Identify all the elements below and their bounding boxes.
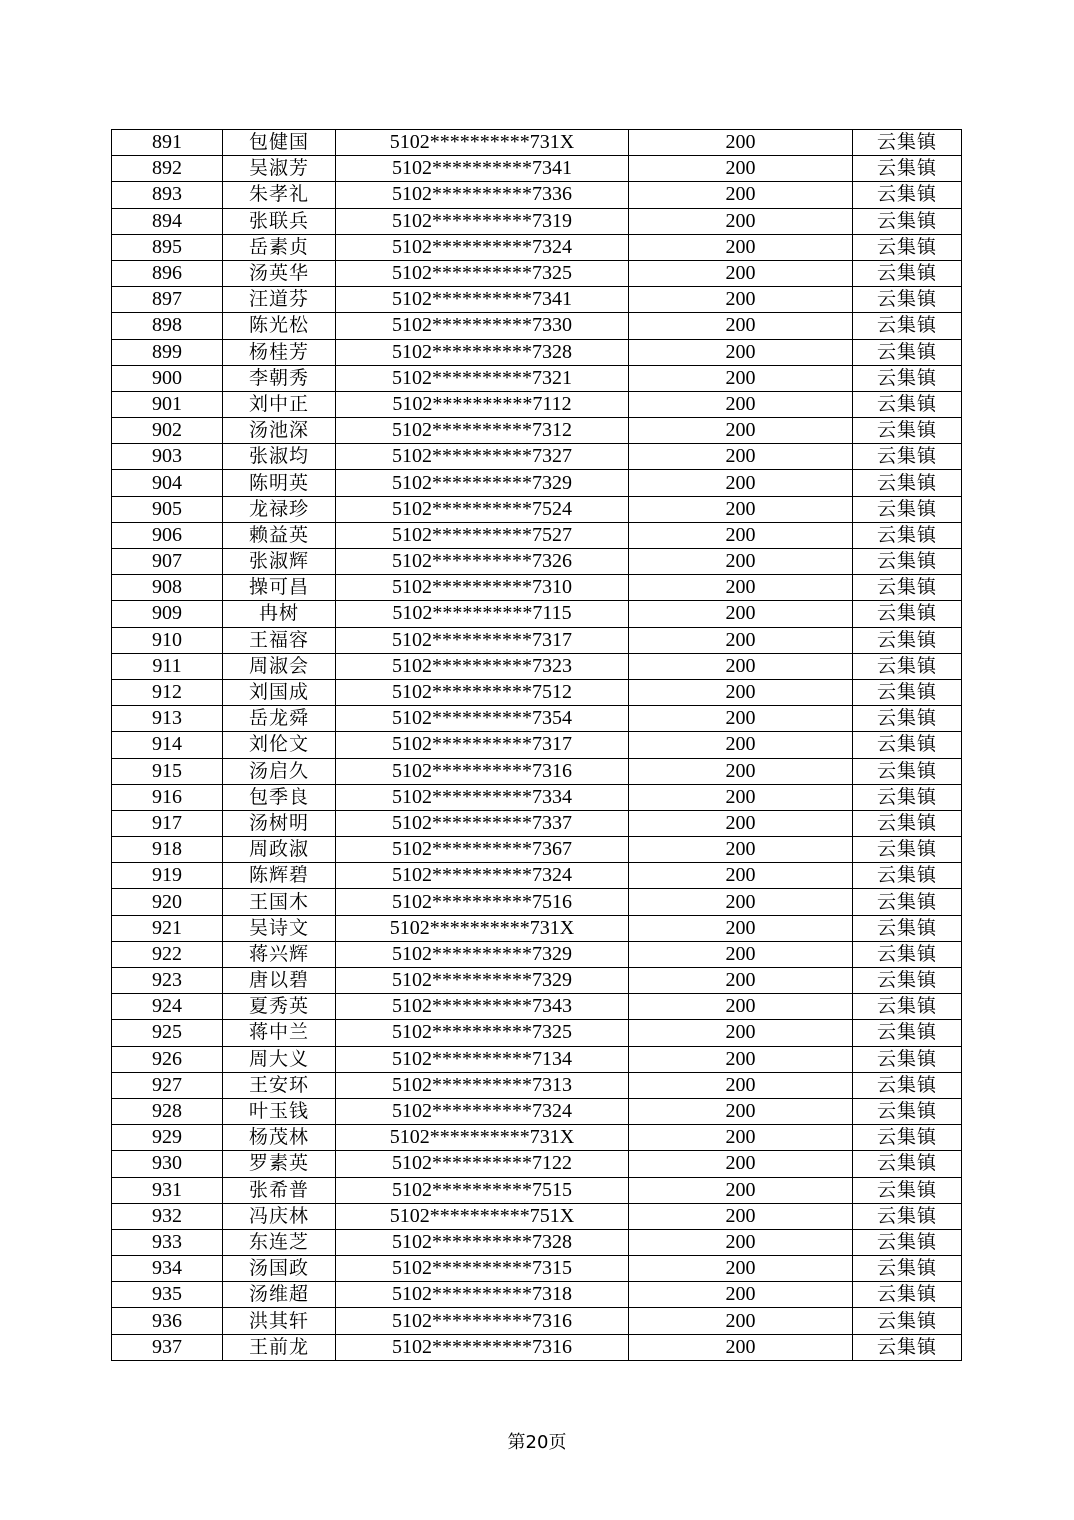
name-cell: 冉树 [223,601,336,627]
amount-cell: 200 [629,1046,853,1072]
id-number-cell: 5102**********7328 [336,1229,629,1255]
amount-cell: 200 [629,1151,853,1177]
town-cell: 云集镇 [853,968,962,994]
row-number: 896 [112,260,223,286]
town-cell: 云集镇 [853,208,962,234]
amount-cell: 200 [629,418,853,444]
amount-cell: 200 [629,287,853,313]
name-cell: 包季良 [223,784,336,810]
id-number-cell: 5102**********7343 [336,994,629,1020]
table-row [112,156,962,182]
name-cell: 操可昌 [223,575,336,601]
amount-cell: 200 [629,391,853,417]
name-cell: 王国木 [223,889,336,915]
id-number-cell: 5102**********7317 [336,732,629,758]
name-cell: 冯庆林 [223,1203,336,1229]
table-row [112,208,962,234]
amount-cell: 200 [629,1098,853,1124]
table-row [112,941,962,967]
id-number-cell: 5102**********7313 [336,1072,629,1098]
id-number-cell: 5102**********731X [336,130,629,156]
row-number: 891 [112,130,223,156]
amount-cell: 200 [629,1072,853,1098]
town-cell: 云集镇 [853,339,962,365]
town-cell: 云集镇 [853,941,962,967]
table-row [112,260,962,286]
id-number-cell: 5102**********751X [336,1203,629,1229]
id-number-cell: 5102**********7330 [336,313,629,339]
id-number-cell: 5102**********731X [336,915,629,941]
id-number-cell: 5102**********7324 [336,1098,629,1124]
name-cell: 吴淑芳 [223,156,336,182]
row-number: 904 [112,470,223,496]
name-cell: 刘伦文 [223,732,336,758]
name-cell: 张希普 [223,1177,336,1203]
town-cell: 云集镇 [853,444,962,470]
row-number: 921 [112,915,223,941]
town-cell: 云集镇 [853,365,962,391]
id-number-cell: 5102**********7317 [336,627,629,653]
id-number-cell: 5102**********7325 [336,260,629,286]
table-row [112,496,962,522]
amount-cell: 200 [629,784,853,810]
table-row [112,1020,962,1046]
table-row [112,1256,962,1282]
town-cell: 云集镇 [853,522,962,548]
id-number-cell: 5102**********7329 [336,470,629,496]
name-cell: 夏秀英 [223,994,336,1020]
amount-cell: 200 [629,208,853,234]
id-number-cell: 5102**********7319 [336,208,629,234]
town-cell: 云集镇 [853,1282,962,1308]
table-row [112,810,962,836]
town-cell: 云集镇 [853,260,962,286]
town-cell: 云集镇 [853,156,962,182]
amount-cell: 200 [629,837,853,863]
row-number: 912 [112,679,223,705]
table-row [112,470,962,496]
name-cell: 陈辉碧 [223,863,336,889]
table-body [112,130,962,1361]
name-cell: 汤池深 [223,418,336,444]
row-number: 918 [112,837,223,863]
amount-cell: 200 [629,496,853,522]
row-number: 909 [112,601,223,627]
row-number: 929 [112,1125,223,1151]
town-cell: 云集镇 [853,758,962,784]
name-cell: 龙禄珍 [223,496,336,522]
table-row [112,706,962,732]
table-row [112,627,962,653]
name-cell: 吴诗文 [223,915,336,941]
amount-cell: 200 [629,182,853,208]
amount-cell: 200 [629,444,853,470]
amount-cell: 200 [629,156,853,182]
town-cell: 云集镇 [853,182,962,208]
row-number: 911 [112,653,223,679]
town-cell: 云集镇 [853,1229,962,1255]
name-cell: 王前龙 [223,1334,336,1360]
id-number-cell: 5102**********7367 [336,837,629,863]
id-number-cell: 5102**********7329 [336,941,629,967]
row-number: 899 [112,339,223,365]
table-row [112,732,962,758]
table-row [112,758,962,784]
name-cell: 汤维超 [223,1282,336,1308]
name-cell: 汤树明 [223,810,336,836]
row-number: 903 [112,444,223,470]
town-cell: 云集镇 [853,130,962,156]
town-cell: 云集镇 [853,1308,962,1334]
table-row [112,391,962,417]
town-cell: 云集镇 [853,810,962,836]
row-number: 928 [112,1098,223,1124]
table-row [112,418,962,444]
town-cell: 云集镇 [853,1098,962,1124]
id-number-cell: 5102**********7341 [336,156,629,182]
amount-cell: 200 [629,941,853,967]
table-row [112,130,962,156]
id-number-cell: 5102**********7316 [336,1308,629,1334]
table-row [112,994,962,1020]
town-cell: 云集镇 [853,1203,962,1229]
row-number: 916 [112,784,223,810]
id-number-cell: 5102**********7325 [336,1020,629,1046]
id-number-cell: 5102**********7112 [336,391,629,417]
town-cell: 云集镇 [853,496,962,522]
row-number: 937 [112,1334,223,1360]
id-number-cell: 5102**********7316 [336,758,629,784]
id-number-cell: 5102**********7321 [336,365,629,391]
town-cell: 云集镇 [853,994,962,1020]
id-number-cell: 5102**********7527 [336,522,629,548]
table-row [112,679,962,705]
table-row [112,339,962,365]
amount-cell: 200 [629,1256,853,1282]
amount-cell: 200 [629,339,853,365]
amount-cell: 200 [629,968,853,994]
town-cell: 云集镇 [853,549,962,575]
table-row [112,234,962,260]
town-cell: 云集镇 [853,784,962,810]
table-row [112,1282,962,1308]
name-cell: 朱孝礼 [223,182,336,208]
table-row [112,863,962,889]
id-number-cell: 5102**********7318 [336,1282,629,1308]
name-cell: 赖益英 [223,522,336,548]
amount-cell: 200 [629,260,853,286]
id-number-cell: 5102**********7334 [336,784,629,810]
amount-cell: 200 [629,1308,853,1334]
table-row [112,968,962,994]
name-cell: 陈光松 [223,313,336,339]
name-cell: 刘国成 [223,679,336,705]
town-cell: 云集镇 [853,706,962,732]
name-cell: 唐以碧 [223,968,336,994]
name-cell: 杨茂林 [223,1125,336,1151]
town-cell: 云集镇 [853,627,962,653]
amount-cell: 200 [629,470,853,496]
row-number: 931 [112,1177,223,1203]
id-number-cell: 5102**********7312 [336,418,629,444]
id-number-cell: 5102**********7324 [336,234,629,260]
row-number: 932 [112,1203,223,1229]
town-cell: 云集镇 [853,1177,962,1203]
id-number-cell: 5102**********7328 [336,339,629,365]
row-number: 933 [112,1229,223,1255]
amount-cell: 200 [629,863,853,889]
row-number: 898 [112,313,223,339]
amount-cell: 200 [629,1125,853,1151]
id-number-cell: 5102**********7327 [336,444,629,470]
amount-cell: 200 [629,601,853,627]
id-number-cell: 5102**********7336 [336,182,629,208]
amount-cell: 200 [629,234,853,260]
name-cell: 李朝秀 [223,365,336,391]
table-row [112,365,962,391]
name-cell: 周大义 [223,1046,336,1072]
name-cell: 岳素贞 [223,234,336,260]
name-cell: 陈明英 [223,470,336,496]
town-cell: 云集镇 [853,863,962,889]
id-number-cell: 5102**********7354 [336,706,629,732]
town-cell: 云集镇 [853,575,962,601]
id-number-cell: 5102**********7524 [336,496,629,522]
name-cell: 汪道芬 [223,287,336,313]
amount-cell: 200 [629,1020,853,1046]
table-row [112,1072,962,1098]
id-number-cell: 5102**********7516 [336,889,629,915]
row-number: 913 [112,706,223,732]
id-number-cell: 5102**********7341 [336,287,629,313]
town-cell: 云集镇 [853,1125,962,1151]
table-row [112,1334,962,1360]
amount-cell: 200 [629,889,853,915]
row-number: 917 [112,810,223,836]
id-number-cell: 5102**********7323 [336,653,629,679]
name-cell: 王福容 [223,627,336,653]
town-cell: 云集镇 [853,234,962,260]
town-cell: 云集镇 [853,601,962,627]
table-row [112,889,962,915]
row-number: 926 [112,1046,223,1072]
town-cell: 云集镇 [853,1072,962,1098]
subsidy-table [111,129,962,1361]
town-cell: 云集镇 [853,1020,962,1046]
table-row [112,784,962,810]
town-cell: 云集镇 [853,732,962,758]
row-number: 930 [112,1151,223,1177]
name-cell: 洪其轩 [223,1308,336,1334]
amount-cell: 200 [629,549,853,575]
name-cell: 周政淑 [223,837,336,863]
amount-cell: 200 [629,1203,853,1229]
amount-cell: 200 [629,758,853,784]
id-number-cell: 5102**********7515 [336,1177,629,1203]
name-cell: 汤国政 [223,1256,336,1282]
amount-cell: 200 [629,706,853,732]
name-cell: 罗素英 [223,1151,336,1177]
row-number: 900 [112,365,223,391]
amount-cell: 200 [629,522,853,548]
amount-cell: 200 [629,679,853,705]
table-row [112,1125,962,1151]
id-number-cell: 5102**********7324 [336,863,629,889]
row-number: 914 [112,732,223,758]
town-cell: 云集镇 [853,313,962,339]
table-row [112,549,962,575]
amount-cell: 200 [629,732,853,758]
town-cell: 云集镇 [853,470,962,496]
name-cell: 汤英华 [223,260,336,286]
name-cell: 叶玉钱 [223,1098,336,1124]
row-number: 895 [112,234,223,260]
table-row [112,522,962,548]
table-row [112,1308,962,1334]
table-row [112,1098,962,1124]
row-number: 936 [112,1308,223,1334]
town-cell: 云集镇 [853,1151,962,1177]
id-number-cell: 5102**********7310 [336,575,629,601]
amount-cell: 200 [629,653,853,679]
table-row [112,915,962,941]
name-cell: 刘中正 [223,391,336,417]
page-number: 第20页 [507,1432,567,1453]
table-row [112,1151,962,1177]
id-number-cell: 5102**********7326 [336,549,629,575]
table-row [112,575,962,601]
amount-cell: 200 [629,1177,853,1203]
town-cell: 云集镇 [853,837,962,863]
row-number: 905 [112,496,223,522]
row-number: 902 [112,418,223,444]
table-row [112,444,962,470]
amount-cell: 200 [629,1282,853,1308]
amount-cell: 200 [629,627,853,653]
town-cell: 云集镇 [853,287,962,313]
row-number: 892 [112,156,223,182]
amount-cell: 200 [629,1334,853,1360]
name-cell: 岳龙舜 [223,706,336,732]
town-cell: 云集镇 [853,679,962,705]
row-number: 920 [112,889,223,915]
row-number: 907 [112,549,223,575]
amount-cell: 200 [629,365,853,391]
table-row [112,182,962,208]
table-row [112,1046,962,1072]
table-row [112,313,962,339]
row-number: 893 [112,182,223,208]
id-number-cell: 5102**********7337 [336,810,629,836]
name-cell: 东连芝 [223,1229,336,1255]
town-cell: 云集镇 [853,418,962,444]
row-number: 901 [112,391,223,417]
amount-cell: 200 [629,130,853,156]
name-cell: 王安环 [223,1072,336,1098]
row-number: 915 [112,758,223,784]
name-cell: 周淑会 [223,653,336,679]
amount-cell: 200 [629,575,853,601]
row-number: 922 [112,941,223,967]
amount-cell: 200 [629,1229,853,1255]
id-number-cell: 5102**********7316 [336,1334,629,1360]
table-row [112,1177,962,1203]
name-cell: 张联兵 [223,208,336,234]
name-cell: 汤启久 [223,758,336,784]
row-number: 908 [112,575,223,601]
row-number: 894 [112,208,223,234]
row-number: 934 [112,1256,223,1282]
name-cell: 蒋兴辉 [223,941,336,967]
town-cell: 云集镇 [853,1256,962,1282]
id-number-cell: 5102**********731X [336,1125,629,1151]
id-number-cell: 5102**********7122 [336,1151,629,1177]
town-cell: 云集镇 [853,653,962,679]
amount-cell: 200 [629,915,853,941]
name-cell: 蒋中兰 [223,1020,336,1046]
row-number: 919 [112,863,223,889]
row-number: 924 [112,994,223,1020]
amount-cell: 200 [629,313,853,339]
row-number: 910 [112,627,223,653]
id-number-cell: 5102**********7134 [336,1046,629,1072]
name-cell: 张淑辉 [223,549,336,575]
row-number: 906 [112,522,223,548]
name-cell: 杨桂芳 [223,339,336,365]
table-row [112,1229,962,1255]
table-row [112,287,962,313]
table-row [112,653,962,679]
town-cell: 云集镇 [853,391,962,417]
id-number-cell: 5102**********7329 [336,968,629,994]
id-number-cell: 5102**********7315 [336,1256,629,1282]
row-number: 925 [112,1020,223,1046]
row-number: 927 [112,1072,223,1098]
amount-cell: 200 [629,810,853,836]
town-cell: 云集镇 [853,1046,962,1072]
id-number-cell: 5102**********7512 [336,679,629,705]
row-number: 897 [112,287,223,313]
row-number: 923 [112,968,223,994]
id-number-cell: 5102**********7115 [336,601,629,627]
town-cell: 云集镇 [853,1334,962,1360]
row-number: 935 [112,1282,223,1308]
name-cell: 张淑均 [223,444,336,470]
name-cell: 包健国 [223,130,336,156]
table-row [112,1203,962,1229]
table-row [112,837,962,863]
town-cell: 云集镇 [853,889,962,915]
amount-cell: 200 [629,994,853,1020]
table-row [112,601,962,627]
town-cell: 云集镇 [853,915,962,941]
